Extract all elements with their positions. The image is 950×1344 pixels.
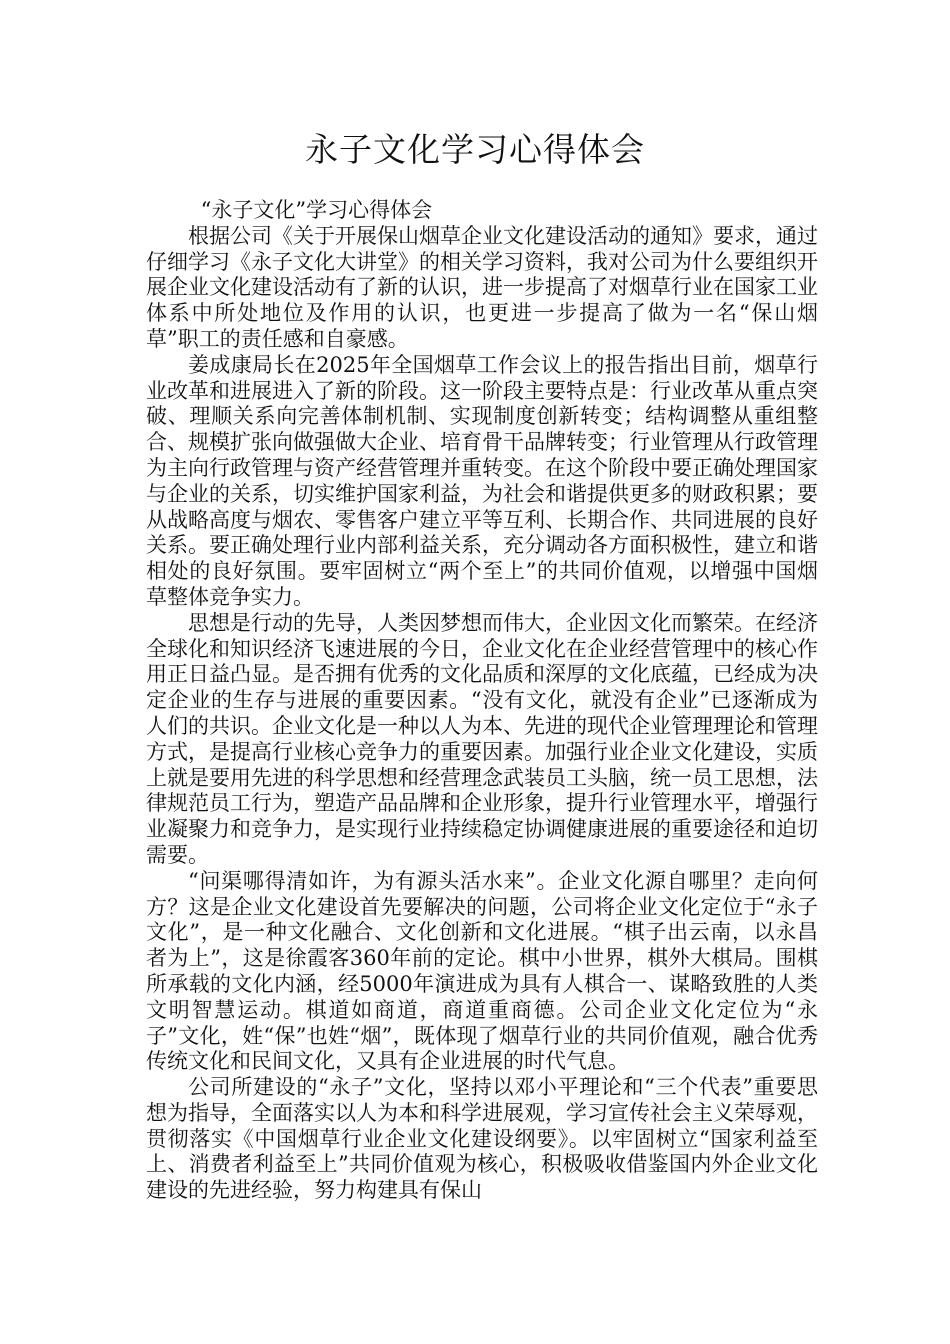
paragraph-3: 思想是行动的先导，人类因梦想而伟大，企业因文化而繁荣。在经济全球化和知识经济飞速进展的今日，企业文化在企业经营管理中的核心作用正日益凸显。是否拥有优秀的文化品质和深厚的文化底蕴，已经成为决定企业的生存与进展的重要因素。“没有文化，就没有企业”已逐渐成为人们的共识。企业文化是一种以人为本、先进的现代企业管理理论和管理方式，是提高行业核心竞争力的重要因素。加强行业企业文化建设，实质上就是要用先进的科学思想和经营理念武装员工头脑，统一员工思想，法律规范员工行为，塑造产品品牌和企业形象，提升行业管理水平，增强行业凝聚力和竞争力，是实现行业持续稳定协调健康进展的重要途径和迫切需要。 — [146, 610, 818, 867]
paragraph-4: “问渠哪得清如许，为有源头活水来”。企业文化源自哪里？走向何方？这是企业文化建设首先要解决的问题，公司将企业文化定位于“永子文化”，是一种文化融合、文化创新和文化进展。“棋子出云南，以永昌者为上”，这是徐霞客360年前的定论。棋中小世界，棋外大棋局。围棋所承载的文化内涵，经5000年演进成为具有人棋合一、谋略致胜的人类文明智慧运动。棋道如商道，商道重商德。公司企业文化定位为“永子”文化，姓“保”也姓“烟”，既体现了烟草行业的共同价值观，融合优秀传统文化和民间文化，又具有企业进展的时代气息。 — [146, 868, 818, 1074]
document-title: 永子文化学习心得体会 — [305, 130, 645, 169]
paragraph-1: 根据公司《关于开展保山烟草企业文化建设活动的通知》要求，通过仔细学习《永子文化大讲堂》的相关学习资料，我对公司为什么要组织开展企业文化建设活动有了新的认识，进一步提高了对烟草行业在国家工业体系中所处地位及作用的认识，也更进一步提高了做为一名“保山烟草”职工的责任感和自豪感。 — [146, 223, 818, 351]
paragraph-5: 公司所建设的“永子”文化，坚持以邓小平理论和“三个代表”重要思想为指导，全面落实以人为本和科学进展观，学习宣传社会主义荣辱观，贯彻落实《中国烟草行业企业文化建设纲要》。以牢固树立“国家利益至上、消费者利益至上”共同价值观为核心，积极吸收借鉴国内外企业文化建设的先进经验，努力构建具有保山 — [146, 1075, 818, 1203]
document-body — [146, 198, 818, 1204]
paragraph-2: 姜成康局长在2025年全国烟草工作会议上的报告指出目前，烟草行业改革和进展进入了新的阶段。这一阶段主要特点是：行业改革从重点突破、理顺关系向完善体制机制、实现制度创新转变；结构调整从重组整合、规模扩张向做强做大企业、培育骨干品牌转变；行业管理从行政管理为主向行政管理与资产经营管理并重转变。在这个阶段中要正确处理国家与企业的关系，切实维护国家利益，为社会和谐提供更多的财政积累；要从战略高度与烟农、零售客户建立平等互利、长期合作、共同进展的良好关系。要正确处理行业内部利益关系，充分调动各方面积极性，建立和谐相处的良好氛围。要牢固树立“两个至上”的共同价值观，以增强中国烟草整体竞争实力。 — [146, 352, 818, 609]
document-subtitle: “永子文化”学习心得体会 — [200, 198, 433, 222]
